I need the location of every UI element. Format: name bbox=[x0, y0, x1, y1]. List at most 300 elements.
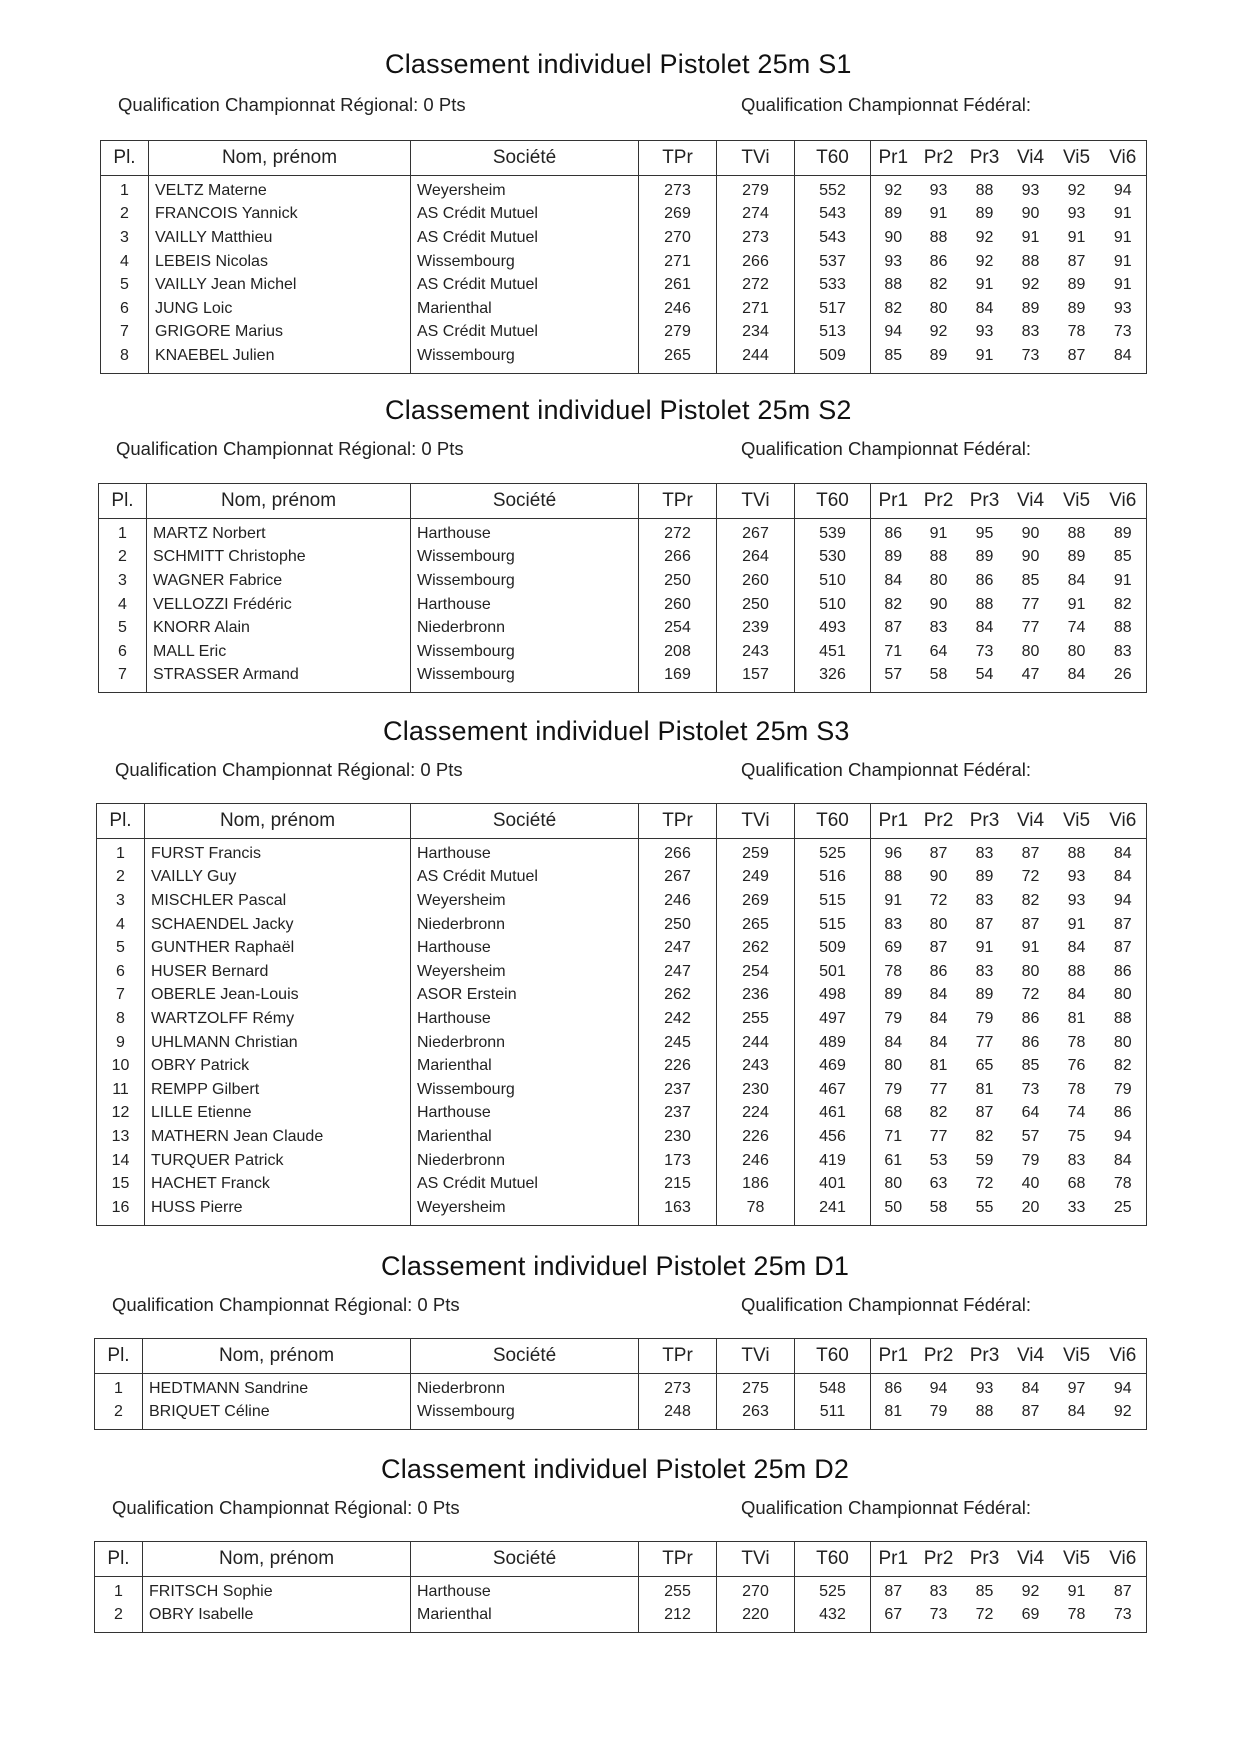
cell-pr2: 88 bbox=[929, 228, 948, 246]
cell-pr3: 54 bbox=[975, 666, 994, 684]
section-title: Classement individuel Pistolet 25m S1 bbox=[385, 49, 852, 79]
cell-vi5: 87 bbox=[1067, 252, 1086, 270]
header-row bbox=[99, 484, 1147, 519]
cell-pr2: 63 bbox=[929, 1175, 948, 1193]
qualification-federal: Qualification Championnat Fédéral: bbox=[741, 1497, 1031, 1518]
table-row bbox=[97, 1125, 1147, 1149]
table-row bbox=[95, 1374, 1147, 1401]
cell-vi4: 90 bbox=[1021, 205, 1040, 223]
cell-vi6: 91 bbox=[1113, 276, 1132, 294]
cell-vi4: 90 bbox=[1021, 548, 1040, 566]
cell-pr1: 88 bbox=[884, 276, 903, 294]
cell-place: 16 bbox=[97, 1196, 145, 1225]
cell-pr2: 73 bbox=[929, 1606, 948, 1624]
column-header-pr3: Pr3 bbox=[962, 804, 1008, 839]
table-row bbox=[95, 1577, 1147, 1604]
cell-vi5: 74 bbox=[1067, 619, 1086, 637]
column-header-place: Pl. bbox=[101, 141, 149, 176]
cell-tvi: 239 bbox=[717, 616, 795, 640]
column-header-pr1: Pr1 bbox=[871, 1542, 916, 1577]
cell-vi5: 83 bbox=[1067, 1151, 1086, 1169]
cell-tpr: 246 bbox=[639, 297, 717, 321]
cell-vi5: 84 bbox=[1067, 571, 1086, 589]
table-row bbox=[97, 1078, 1147, 1102]
cell-place: 12 bbox=[97, 1102, 145, 1126]
cell-tvi: 186 bbox=[717, 1172, 795, 1196]
table-row bbox=[97, 1149, 1147, 1173]
results-table bbox=[100, 140, 1147, 374]
cell-pr1: 86 bbox=[884, 524, 903, 542]
column-header-pr1: Pr1 bbox=[871, 484, 916, 519]
table-row bbox=[99, 616, 1147, 640]
cell-place: 1 bbox=[101, 176, 149, 203]
cell-t60: 543 bbox=[795, 226, 871, 250]
cell-pr3: 89 bbox=[975, 868, 994, 886]
cell-tpr: 208 bbox=[639, 640, 717, 664]
cell-pr3: 83 bbox=[975, 962, 994, 980]
cell-place: 8 bbox=[97, 1007, 145, 1031]
qualification-regional: Qualification Championnat Régional: 0 Pts bbox=[116, 438, 464, 459]
cell-name: KNORR Alain bbox=[147, 616, 411, 640]
column-header-tpr: TPr bbox=[639, 484, 717, 519]
cell-place: 1 bbox=[95, 1577, 143, 1604]
cell-pr2: 72 bbox=[929, 891, 948, 909]
cell-place: 10 bbox=[97, 1054, 145, 1078]
table-row bbox=[97, 936, 1147, 960]
cell-pr2: 90 bbox=[929, 595, 948, 613]
cell-tvi: 243 bbox=[717, 640, 795, 664]
column-header-tvi: TVi bbox=[717, 1542, 795, 1577]
cell-pr3: 83 bbox=[975, 844, 994, 862]
cell-tvi: 244 bbox=[717, 344, 795, 373]
cell-t60: 515 bbox=[795, 889, 871, 913]
cell-tvi: 267 bbox=[717, 519, 795, 546]
cell-tpr: 272 bbox=[639, 519, 717, 546]
cell-tvi: 244 bbox=[717, 1031, 795, 1055]
cell-pr1: 82 bbox=[884, 299, 903, 317]
cell-vi4: 40 bbox=[1021, 1175, 1040, 1193]
cell-club: Niederbronn bbox=[411, 616, 639, 640]
cell-vi5: 68 bbox=[1067, 1175, 1086, 1193]
column-header-pr3: Pr3 bbox=[962, 1542, 1008, 1577]
cell-name: WARTZOLFF Rémy bbox=[145, 1007, 411, 1031]
cell-vi6: 83 bbox=[1113, 642, 1132, 660]
cell-name: STRASSER Armand bbox=[147, 664, 411, 693]
cell-pr2: 82 bbox=[929, 276, 948, 294]
column-header-pr2: Pr2 bbox=[916, 141, 962, 176]
cell-vi5: 81 bbox=[1067, 1009, 1086, 1027]
results-table bbox=[98, 483, 1147, 693]
cell-tpr: 269 bbox=[639, 203, 717, 227]
cell-tpr: 279 bbox=[639, 321, 717, 345]
cell-club: Marienthal bbox=[411, 1604, 639, 1633]
column-header-vi4: Vi4 bbox=[1008, 1542, 1054, 1577]
section-title: Classement individuel Pistolet 25m D1 bbox=[381, 1251, 850, 1281]
cell-club: Harthouse bbox=[411, 593, 639, 617]
cell-club: Niederbronn bbox=[411, 1031, 639, 1055]
column-header-vi6: Vi6 bbox=[1100, 1339, 1147, 1374]
cell-vi5: 93 bbox=[1067, 868, 1086, 886]
cell-pr3: 93 bbox=[975, 1379, 994, 1397]
column-header-pr2: Pr2 bbox=[916, 1339, 962, 1374]
cell-pr3: 88 bbox=[975, 181, 994, 199]
cell-pr3: 72 bbox=[975, 1175, 994, 1193]
cell-tpr: 237 bbox=[639, 1078, 717, 1102]
cell-vi5: 91 bbox=[1067, 1582, 1086, 1600]
column-header-pr1: Pr1 bbox=[871, 1339, 916, 1374]
cell-vi4: 80 bbox=[1021, 642, 1040, 660]
cell-vi4: 85 bbox=[1021, 1057, 1040, 1075]
cell-tvi: 243 bbox=[717, 1054, 795, 1078]
cell-tvi: 266 bbox=[717, 250, 795, 274]
column-header-vi4: Vi4 bbox=[1008, 804, 1054, 839]
cell-pr2: 87 bbox=[929, 844, 948, 862]
cell-place: 2 bbox=[95, 1604, 143, 1633]
cell-tvi: 273 bbox=[717, 226, 795, 250]
table-row bbox=[97, 1054, 1147, 1078]
cell-place: 6 bbox=[99, 640, 147, 664]
cell-place: 15 bbox=[97, 1172, 145, 1196]
cell-pr3: 95 bbox=[975, 524, 994, 542]
cell-pr2: 79 bbox=[929, 1403, 948, 1421]
column-header-club: Société bbox=[411, 141, 639, 176]
cell-t60: 469 bbox=[795, 1054, 871, 1078]
cell-vi4: 88 bbox=[1021, 252, 1040, 270]
section-title: Classement individuel Pistolet 25m S3 bbox=[383, 716, 850, 746]
results-table bbox=[96, 803, 1147, 1226]
cell-t60: 401 bbox=[795, 1172, 871, 1196]
column-header-tpr: TPr bbox=[639, 1339, 717, 1374]
cell-place: 5 bbox=[97, 936, 145, 960]
cell-vi5: 78 bbox=[1067, 323, 1086, 341]
cell-place: 14 bbox=[97, 1149, 145, 1173]
cell-vi4: 87 bbox=[1021, 915, 1040, 933]
cell-pr1: 79 bbox=[884, 1080, 903, 1098]
cell-pr3: 91 bbox=[975, 346, 994, 364]
cell-pr1: 89 bbox=[884, 205, 903, 223]
table-row bbox=[97, 1172, 1147, 1196]
cell-club: Harthouse bbox=[411, 519, 639, 546]
cell-tpr: 247 bbox=[639, 960, 717, 984]
cell-pr2: 89 bbox=[929, 346, 948, 364]
qualification-federal: Qualification Championnat Fédéral: bbox=[741, 759, 1031, 780]
cell-name: HUSER Bernard bbox=[145, 960, 411, 984]
cell-place: 5 bbox=[99, 616, 147, 640]
cell-vi6: 94 bbox=[1113, 1379, 1132, 1397]
cell-place: 4 bbox=[97, 913, 145, 937]
cell-name: WAGNER Fabrice bbox=[147, 569, 411, 593]
cell-tvi: 275 bbox=[717, 1374, 795, 1401]
cell-vi6: 84 bbox=[1113, 1151, 1132, 1169]
cell-t60: 513 bbox=[795, 321, 871, 345]
column-header-vi5: Vi5 bbox=[1054, 1542, 1100, 1577]
cell-vi6: 85 bbox=[1113, 548, 1132, 566]
cell-vi5: 97 bbox=[1067, 1379, 1086, 1397]
cell-vi4: 86 bbox=[1021, 1009, 1040, 1027]
cell-name: SCHMITT Christophe bbox=[147, 546, 411, 570]
cell-tvi: 254 bbox=[717, 960, 795, 984]
cell-pr1: 67 bbox=[884, 1606, 903, 1624]
cell-t60: 497 bbox=[795, 1007, 871, 1031]
cell-tvi: 224 bbox=[717, 1102, 795, 1126]
column-header-pr2: Pr2 bbox=[916, 1542, 962, 1577]
cell-vi6: 94 bbox=[1113, 891, 1132, 909]
column-header-tpr: TPr bbox=[639, 1542, 717, 1577]
cell-t60: 326 bbox=[795, 664, 871, 693]
cell-vi4: 92 bbox=[1021, 276, 1040, 294]
cell-tvi: 255 bbox=[717, 1007, 795, 1031]
cell-tvi: 274 bbox=[717, 203, 795, 227]
cell-tpr: 250 bbox=[639, 913, 717, 937]
cell-vi4: 82 bbox=[1021, 891, 1040, 909]
cell-tpr: 266 bbox=[639, 839, 717, 866]
cell-tpr: 273 bbox=[639, 1374, 717, 1401]
cell-tvi: 264 bbox=[717, 546, 795, 570]
cell-club: Niederbronn bbox=[411, 1149, 639, 1173]
column-header-t60: T60 bbox=[795, 484, 871, 519]
cell-t60: 461 bbox=[795, 1102, 871, 1126]
cell-pr1: 87 bbox=[884, 619, 903, 637]
cell-vi6: 86 bbox=[1113, 962, 1132, 980]
cell-pr1: 71 bbox=[884, 642, 903, 660]
table-row bbox=[99, 519, 1147, 546]
cell-pr3: 89 bbox=[975, 986, 994, 1004]
cell-pr3: 88 bbox=[975, 1403, 994, 1421]
cell-place: 1 bbox=[95, 1374, 143, 1401]
table-row bbox=[97, 984, 1147, 1008]
cell-vi4: 84 bbox=[1021, 1379, 1040, 1397]
cell-t60: 510 bbox=[795, 569, 871, 593]
cell-vi5: 78 bbox=[1067, 1606, 1086, 1624]
cell-tvi: 262 bbox=[717, 936, 795, 960]
cell-pr1: 57 bbox=[884, 666, 903, 684]
cell-vi5: 33 bbox=[1067, 1198, 1086, 1216]
cell-club: Weyersheim bbox=[411, 960, 639, 984]
cell-club: AS Crédit Mutuel bbox=[411, 1172, 639, 1196]
cell-pr2: 82 bbox=[929, 1104, 948, 1122]
cell-club: AS Crédit Mutuel bbox=[411, 273, 639, 297]
column-header-vi5: Vi5 bbox=[1054, 804, 1100, 839]
cell-pr1: 89 bbox=[884, 986, 903, 1004]
cell-tvi: 234 bbox=[717, 321, 795, 345]
cell-tpr: 255 bbox=[639, 1577, 717, 1604]
cell-pr2: 58 bbox=[929, 666, 948, 684]
cell-pr3: 87 bbox=[975, 915, 994, 933]
cell-pr1: 86 bbox=[884, 1379, 903, 1397]
cell-vi5: 93 bbox=[1067, 205, 1086, 223]
cell-tpr: 169 bbox=[639, 664, 717, 693]
cell-pr1: 79 bbox=[884, 1009, 903, 1027]
cell-vi4: 64 bbox=[1021, 1104, 1040, 1122]
cell-vi6: 94 bbox=[1113, 181, 1132, 199]
cell-pr2: 91 bbox=[929, 205, 948, 223]
cell-t60: 537 bbox=[795, 250, 871, 274]
column-header-vi5: Vi5 bbox=[1054, 141, 1100, 176]
cell-tpr: 246 bbox=[639, 889, 717, 913]
cell-t60: 533 bbox=[795, 273, 871, 297]
cell-name: VAILLY Guy bbox=[145, 866, 411, 890]
cell-vi5: 78 bbox=[1067, 1080, 1086, 1098]
cell-name: TURQUER Patrick bbox=[145, 1149, 411, 1173]
cell-name: FRITSCH Sophie bbox=[143, 1577, 411, 1604]
cell-pr2: 86 bbox=[929, 252, 948, 270]
qualification-regional: Qualification Championnat Régional: 0 Pts bbox=[115, 759, 463, 780]
cell-vi5: 89 bbox=[1067, 276, 1086, 294]
cell-t60: 515 bbox=[795, 913, 871, 937]
qualification-federal: Qualification Championnat Fédéral: bbox=[741, 1294, 1031, 1315]
cell-pr2: 80 bbox=[929, 571, 948, 589]
cell-vi4: 83 bbox=[1021, 323, 1040, 341]
cell-tvi: 250 bbox=[717, 593, 795, 617]
table-row bbox=[99, 569, 1147, 593]
cell-pr1: 88 bbox=[884, 868, 903, 886]
column-header-vi6: Vi6 bbox=[1100, 804, 1147, 839]
cell-vi4: 77 bbox=[1021, 619, 1040, 637]
cell-vi6: 78 bbox=[1113, 1175, 1132, 1193]
cell-tvi: 271 bbox=[717, 297, 795, 321]
cell-vi6: 87 bbox=[1113, 915, 1132, 933]
cell-pr3: 81 bbox=[975, 1080, 994, 1098]
cell-tpr: 250 bbox=[639, 569, 717, 593]
cell-club: Harthouse bbox=[411, 1577, 639, 1604]
cell-tpr: 242 bbox=[639, 1007, 717, 1031]
cell-vi6: 92 bbox=[1113, 1403, 1132, 1421]
cell-tvi: 236 bbox=[717, 984, 795, 1008]
column-header-name: Nom, prénom bbox=[147, 484, 411, 519]
cell-place: 6 bbox=[97, 960, 145, 984]
cell-pr2: 81 bbox=[929, 1057, 948, 1075]
cell-vi6: 91 bbox=[1113, 228, 1132, 246]
qualification-federal: Qualification Championnat Fédéral: bbox=[741, 94, 1031, 115]
cell-pr1: 87 bbox=[884, 1582, 903, 1600]
cell-name: UHLMANN Christian bbox=[145, 1031, 411, 1055]
cell-pr3: 73 bbox=[975, 642, 994, 660]
column-header-pr3: Pr3 bbox=[962, 1339, 1008, 1374]
cell-place: 13 bbox=[97, 1125, 145, 1149]
cell-vi4: 86 bbox=[1021, 1033, 1040, 1051]
cell-t60: 509 bbox=[795, 344, 871, 373]
cell-tvi: 78 bbox=[717, 1196, 795, 1225]
cell-t60: 543 bbox=[795, 203, 871, 227]
cell-pr2: 80 bbox=[929, 915, 948, 933]
cell-pr3: 89 bbox=[975, 548, 994, 566]
cell-pr1: 83 bbox=[884, 915, 903, 933]
cell-pr3: 93 bbox=[975, 323, 994, 341]
column-header-tvi: TVi bbox=[717, 1339, 795, 1374]
cell-vi5: 84 bbox=[1067, 666, 1086, 684]
column-header-tvi: TVi bbox=[717, 141, 795, 176]
cell-pr1: 84 bbox=[884, 1033, 903, 1051]
cell-name: HUSS Pierre bbox=[145, 1196, 411, 1225]
cell-club: Wissembourg bbox=[411, 344, 639, 373]
cell-vi4: 80 bbox=[1021, 962, 1040, 980]
cell-t60: 517 bbox=[795, 297, 871, 321]
cell-tpr: 245 bbox=[639, 1031, 717, 1055]
cell-tpr: 226 bbox=[639, 1054, 717, 1078]
cell-tvi: 246 bbox=[717, 1149, 795, 1173]
cell-vi5: 93 bbox=[1067, 891, 1086, 909]
cell-name: GUNTHER Raphaël bbox=[145, 936, 411, 960]
cell-club: Harthouse bbox=[411, 936, 639, 960]
cell-vi4: 93 bbox=[1021, 181, 1040, 199]
header-row bbox=[101, 141, 1147, 176]
cell-name: JUNG Loic bbox=[149, 297, 411, 321]
cell-vi6: 93 bbox=[1113, 299, 1132, 317]
cell-name: REMPP Gilbert bbox=[145, 1078, 411, 1102]
cell-vi5: 89 bbox=[1067, 548, 1086, 566]
cell-vi4: 87 bbox=[1021, 844, 1040, 862]
cell-vi4: 91 bbox=[1021, 939, 1040, 957]
qualification-regional: Qualification Championnat Régional: 0 Pts bbox=[112, 1294, 460, 1315]
cell-place: 2 bbox=[95, 1401, 143, 1430]
cell-tpr: 248 bbox=[639, 1401, 717, 1430]
cell-tpr: 215 bbox=[639, 1172, 717, 1196]
cell-tpr: 237 bbox=[639, 1102, 717, 1126]
table-row bbox=[99, 664, 1147, 693]
cell-pr3: 72 bbox=[975, 1606, 994, 1624]
cell-pr2: 80 bbox=[929, 299, 948, 317]
cell-tpr: 265 bbox=[639, 344, 717, 373]
cell-tpr: 163 bbox=[639, 1196, 717, 1225]
cell-club: Harthouse bbox=[411, 1007, 639, 1031]
cell-tvi: 157 bbox=[717, 664, 795, 693]
cell-tvi: 260 bbox=[717, 569, 795, 593]
cell-vi6: 79 bbox=[1113, 1080, 1132, 1098]
cell-t60: 510 bbox=[795, 593, 871, 617]
cell-pr3: 92 bbox=[975, 252, 994, 270]
cell-name: VAILLY Jean Michel bbox=[149, 273, 411, 297]
cell-t60: 467 bbox=[795, 1078, 871, 1102]
cell-tpr: 247 bbox=[639, 936, 717, 960]
cell-name: VELLOZZI Frédéric bbox=[147, 593, 411, 617]
cell-vi6: 84 bbox=[1113, 868, 1132, 886]
table-row bbox=[99, 546, 1147, 570]
column-header-vi6: Vi6 bbox=[1100, 484, 1147, 519]
cell-club: Wissembourg bbox=[411, 250, 639, 274]
column-header-pr1: Pr1 bbox=[871, 804, 916, 839]
column-header-vi5: Vi5 bbox=[1054, 484, 1100, 519]
cell-place: 2 bbox=[101, 203, 149, 227]
cell-pr1: 85 bbox=[884, 346, 903, 364]
cell-pr2: 84 bbox=[929, 1033, 948, 1051]
column-header-vi4: Vi4 bbox=[1008, 1339, 1054, 1374]
section-title: Classement individuel Pistolet 25m D2 bbox=[381, 1454, 850, 1484]
column-header-club: Société bbox=[411, 484, 639, 519]
cell-tvi: 259 bbox=[717, 839, 795, 866]
cell-place: 2 bbox=[97, 866, 145, 890]
cell-place: 5 bbox=[101, 273, 149, 297]
column-header-tvi: TVi bbox=[717, 484, 795, 519]
table-row bbox=[97, 1031, 1147, 1055]
column-header-pr3: Pr3 bbox=[962, 484, 1008, 519]
cell-pr3: 88 bbox=[975, 595, 994, 613]
cell-place: 7 bbox=[99, 664, 147, 693]
cell-tpr: 230 bbox=[639, 1125, 717, 1149]
cell-name: MALL Eric bbox=[147, 640, 411, 664]
cell-vi4: 92 bbox=[1021, 1582, 1040, 1600]
cell-place: 4 bbox=[101, 250, 149, 274]
cell-vi6: 86 bbox=[1113, 1104, 1132, 1122]
cell-name: HACHET Franck bbox=[145, 1172, 411, 1196]
cell-pr2: 93 bbox=[929, 181, 948, 199]
column-header-name: Nom, prénom bbox=[143, 1542, 411, 1577]
qualification-regional: Qualification Championnat Régional: 0 Pts bbox=[118, 94, 466, 115]
column-header-place: Pl. bbox=[97, 804, 145, 839]
cell-pr1: 96 bbox=[884, 844, 903, 862]
cell-pr3: 91 bbox=[975, 276, 994, 294]
cell-club: AS Crédit Mutuel bbox=[411, 203, 639, 227]
cell-tvi: 226 bbox=[717, 1125, 795, 1149]
